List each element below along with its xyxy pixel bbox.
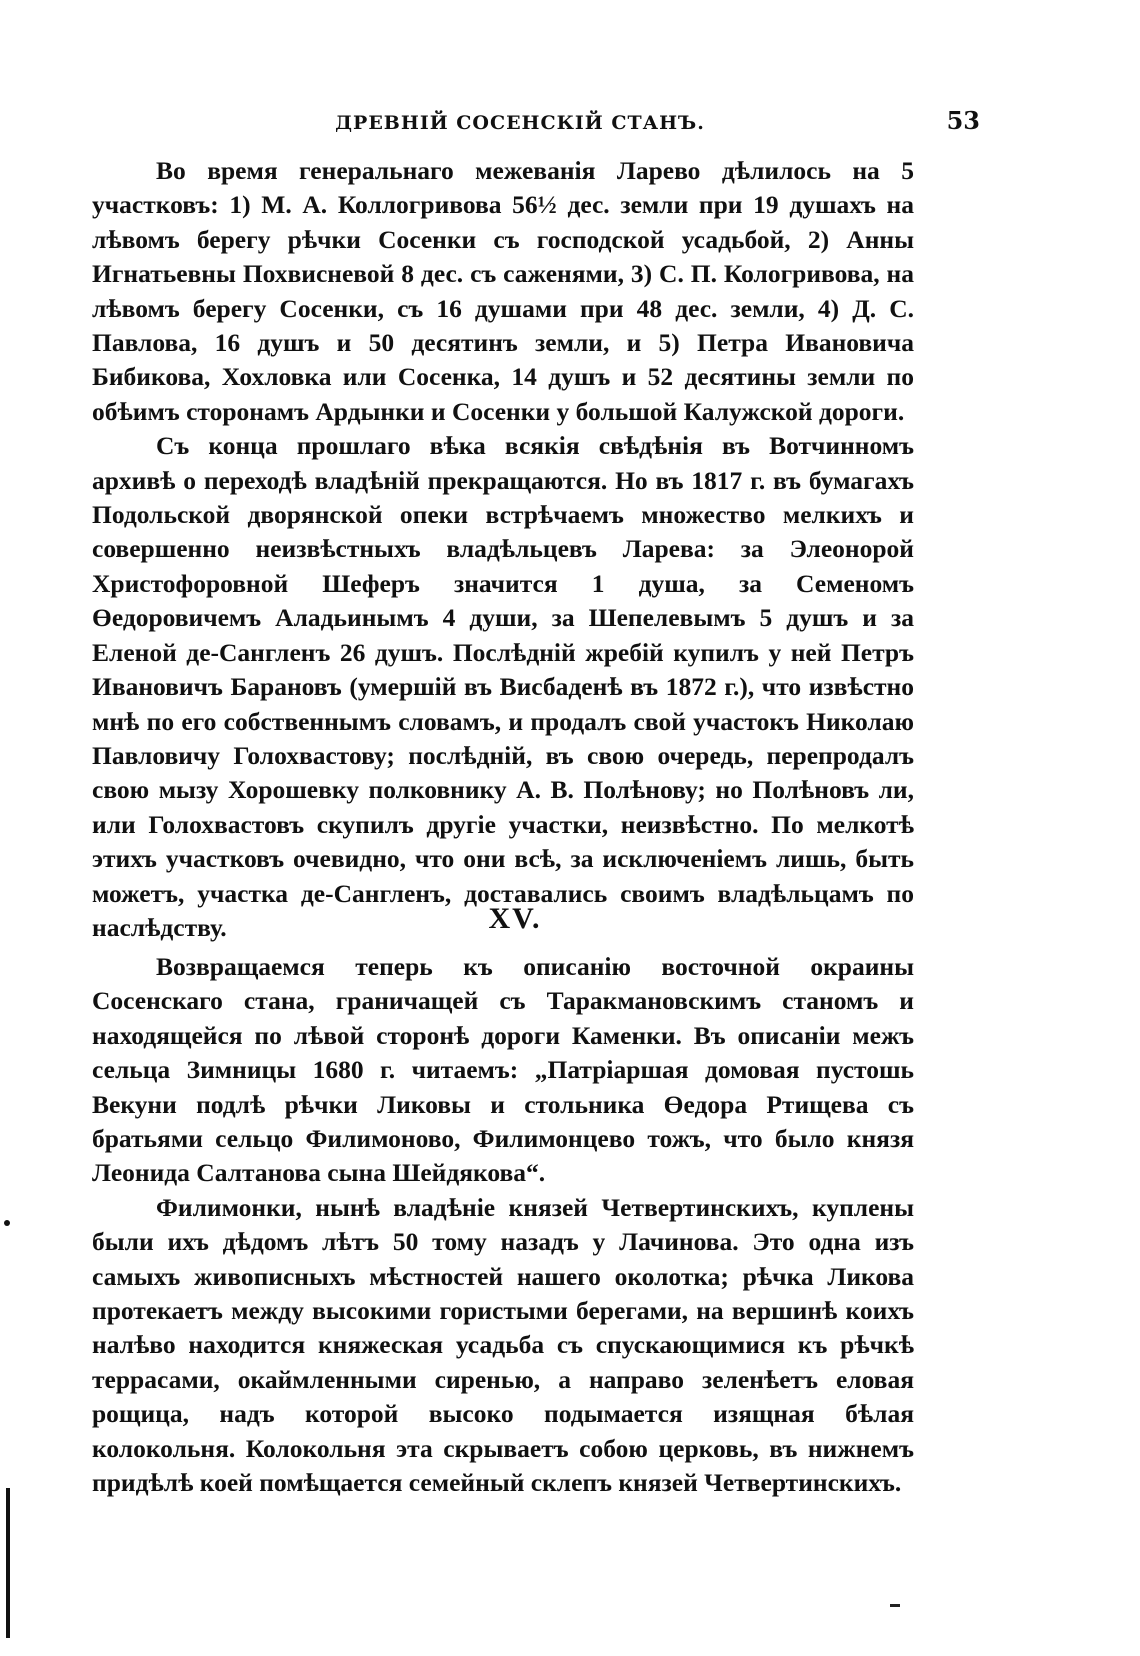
text-block-before-heading	[92, 154, 914, 945]
section-heading: XV.	[488, 902, 542, 935]
page-number: 53	[946, 106, 980, 135]
running-head: ДРЕВНІЙ СОСЕНСКІЙ СТАНЪ.	[335, 112, 705, 134]
scan-edge-line	[6, 1488, 10, 1638]
paragraph: Филимонки, нынѣ владѣніе князей Четвертинскихъ, куплены были ихъ дѣдомъ лѣтъ 50 тому назадъ у Лачинова. Это одна изъ самыхъ живописныхъ мѣстностей нашего околотка; рѣчка Ликова протекаетъ между высокими гористыми берегами, на вершинѣ коихъ налѣво находится княжеская усадьба съ спускающимися къ рѣчкѣ террасами, окаймленными сиренью, а направо зеленѣетъ еловая рощица, надъ которой высоко подымается изящная бѣлая колокольня. Колокольня эта скрываетъ собою церковь, въ нижнемъ придѣлѣ коей помѣщается семейный склепъ князей Четвертинскихъ.	[92, 1192, 914, 1498]
paragraph: Съ конца прошлаго вѣка всякія свѣдѣнія въ Вотчинномъ архивѣ о переходѣ владѣній прекращаются. Но въ 1817 г. въ бумагахъ Подольской дворянской опеки встрѣчаемъ множество мелкихъ и совершенно неизвѣстныхъ владѣльцевъ Ларева: за Элеонорой Христофоровной Шеферъ значится 1 душа, за Семеномъ Өедоровичемъ Аладьинымъ 4 души, за Шепелевымъ 5 душъ и за Еленой де-Сангленъ 26 душъ. Послѣдній жребій купилъ у ней Петръ Ивановичъ Барановъ (умершій въ Висбаденѣ въ 1872 г.), что извѣстно мнѣ по его собственнымъ словамъ, и продалъ свой участокъ Николаю Павловичу Голохвастову; послѣдній, въ свою очередь, перепродалъ свою мызу Хорошевку полковнику А. В. Полѣнову; но Полѣновъ ли, или Голохвастовъ скупилъ другіе участки, неизвѣстно. По мелкотѣ этихъ участковъ очевидно, что они всѣ, за исключеніемъ лишь, быть можетъ, участка де-Сангленъ, доставались своимъ владѣльцамъ по наслѣдству.	[92, 431, 914, 942]
scan-artifact	[890, 1604, 900, 1607]
text-block-after-heading	[92, 950, 914, 1501]
margin-mark	[4, 1220, 10, 1226]
paragraph: Возвращаемся теперь къ описанію восточной окраины Сосенскаго стана, граничащей съ Таракмановскимъ станомъ и находящейся по лѣвой сторонѣ дороги Каменки. Въ описаніи межъ сельца Зимницы 1680 г. читаемъ: „Патріаршая домовая пустошь Векуни подлѣ рѣчки Ликовы и стольника Өедора Ртищева съ братьями сельцо Филимоново, Филимонцево тожъ, что было князя Леонида Салтанова сына Шейдякова“.	[92, 952, 914, 1188]
page-header	[60, 106, 980, 146]
paragraph: Во время генеральнаго межеванія Ларево дѣлилось на 5 участковъ: 1) М. А. Коллогривова 56½ дес. земли при 19 душахъ на лѣвомъ берегу рѣчки Сосенки съ господской усадьбой, 2) Анны Игнатьевны Похвисневой 8 дес. съ саженями, 3) С. П. Кологривова, на лѣвомъ берегу Сосенки, съ 16 душами при 48 дес. земли, 4) Д. С. Павлова, 16 душъ и 50 десятинъ земли, и 5) Петра Ивановича Бибикова, Хохловка или Сосенка, 14 душъ и 52 десятины земли по обѣимъ сторонамъ Ардынки и Сосенки у большой Калужской дороги.	[92, 156, 914, 426]
